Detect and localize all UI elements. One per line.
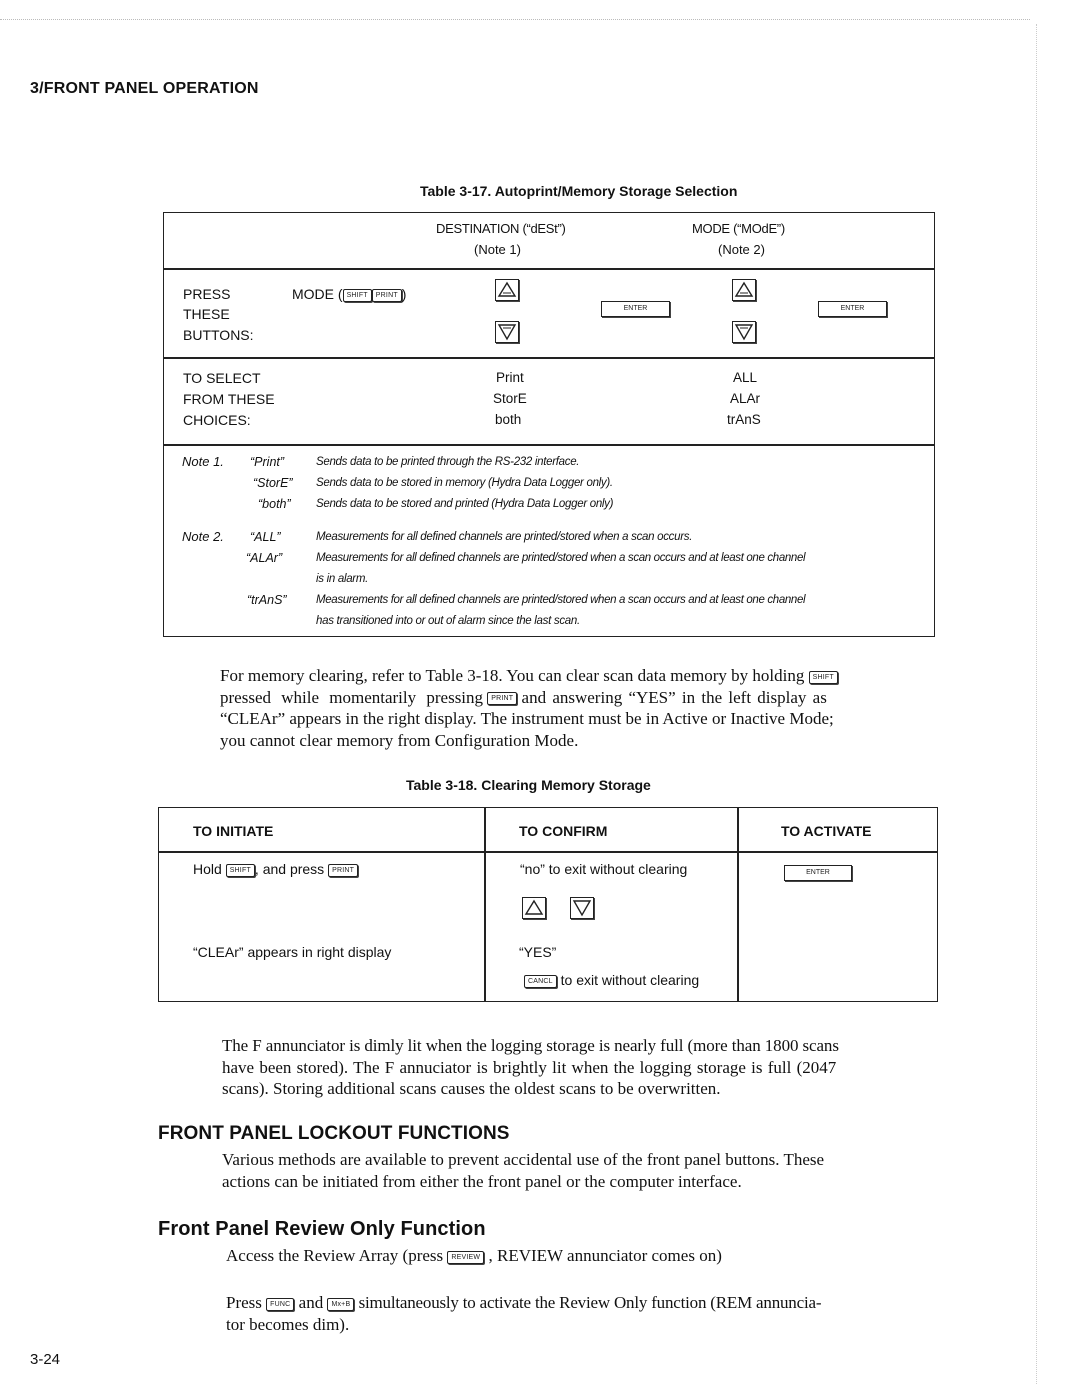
- select-label-1: TO SELECT: [183, 370, 261, 386]
- note2-desc-trans: Measurements for all defined channels are printed/stored when a scan occurs and at least one channel: [316, 594, 806, 606]
- down-arrow-icon: [496, 322, 518, 342]
- shift-key[interactable]: SHIFT: [809, 671, 838, 684]
- note1-desc-both: Sends data to be stored and printed (Hydra Data Logger only): [316, 498, 614, 510]
- note2-desc-alar-cont: is in alarm.: [316, 573, 368, 585]
- print-key[interactable]: PRINT: [328, 864, 358, 877]
- cancel-key[interactable]: CANCL: [524, 975, 557, 988]
- note2-term-trans: “trAnS”: [247, 593, 287, 607]
- review-line1b: , REVIEW annunciator comes on): [488, 1246, 722, 1265]
- hold-text: Hold: [193, 861, 222, 877]
- para1-line2a: pressed while momentarily pressing: [220, 687, 484, 707]
- dest-enter-key[interactable]: ENTER: [601, 301, 670, 317]
- note1-desc-store: Sends data to be stored in memory (Hydra Data Logger only).: [316, 477, 613, 489]
- dest-choice-3: both: [495, 412, 522, 427]
- note2-desc-trans-cont: has transitioned into or out of alarm since the last scan.: [316, 615, 580, 627]
- up-arrow-icon: [733, 280, 755, 300]
- table18-caption: Table 3-18. Clearing Memory Storage: [406, 777, 651, 793]
- dest-down-arrow-key[interactable]: [495, 321, 519, 343]
- table17-col-mode-note: (Note 2): [718, 242, 765, 257]
- note1-term-print: “Print”: [250, 455, 285, 469]
- press-label-2: THESE: [183, 306, 230, 322]
- up-arrow-icon: [523, 898, 545, 918]
- table18-header-rule: [158, 851, 938, 853]
- lockout-line1: Various methods are available to prevent accidental use of the front panel buttons. These: [222, 1150, 825, 1169]
- table17-caption: Table 3-17. Autoprint/Memory Storage Selection: [420, 183, 738, 199]
- para1-line2b: and answering “YES” in the left display as: [521, 687, 827, 707]
- note1-term-store: “StorE”: [253, 476, 293, 490]
- table17-col-destination-note: (Note 1): [474, 242, 521, 257]
- shift-key[interactable]: SHIFT: [343, 289, 372, 302]
- table17-rule-2: [163, 357, 935, 359]
- lockout-paragraph: [222, 1149, 938, 1192]
- top-dotted-rule: [0, 19, 1030, 20]
- note2-desc-all: Measurements for all defined channels are printed/stored when a scan occurs.: [316, 531, 693, 543]
- mode-close: ): [401, 286, 407, 302]
- review-activate-paragraph: [226, 1292, 942, 1335]
- mode-choice-3: trAnS: [727, 412, 761, 427]
- table18-header-activate: TO ACTIVATE: [781, 823, 872, 839]
- lockout-section-title: FRONT PANEL LOCKOUT FUNCTIONS: [158, 1123, 510, 1144]
- press-label-1: PRESS: [183, 286, 231, 302]
- table18-header-initiate: TO INITIATE: [193, 823, 274, 839]
- down-arrow-icon: [733, 322, 755, 342]
- para1-line4: you cannot clear memory from Configuration Mode.: [220, 730, 579, 750]
- table18-col-rule-2: [737, 807, 739, 1002]
- mode-choice-2: ALAr: [730, 391, 761, 406]
- lockout-line2: actions can be initiated from either the front panel or the computer interface.: [222, 1171, 742, 1191]
- para2-line2: have been stored). The F annuciator is brightly lit when the logging storage is full (2047: [222, 1057, 837, 1077]
- hold-instruction: [193, 861, 358, 877]
- review-section-title: Front Panel Review Only Function: [158, 1218, 486, 1240]
- cancel-exit-text: to exit without clearing: [560, 972, 700, 988]
- dest-choice-1: Print: [496, 370, 524, 385]
- review-line2b: and: [298, 1293, 324, 1312]
- select-label-2: FROM THESE: [183, 391, 275, 407]
- note2-term-alar: “ALAr”: [246, 551, 283, 565]
- mode-down-arrow-key[interactable]: [732, 321, 756, 343]
- mode-label: MODE (: [292, 286, 343, 302]
- mxb-key[interactable]: Mx+B: [327, 1298, 354, 1311]
- up-arrow-icon: [496, 280, 518, 300]
- select-label-3: CHOICES:: [183, 412, 251, 428]
- para1-line1: For memory clearing, refer to Table 3-18. You can clear scan data memory by holding: [220, 666, 805, 685]
- press-label-3: BUTTONS:: [183, 327, 254, 343]
- mode-up-arrow-key[interactable]: [732, 279, 756, 301]
- note2-desc-alar: Measurements for all defined channels are printed/stored when a scan occurs and at least one channel: [316, 552, 806, 564]
- table17: [163, 212, 935, 637]
- clear-appears-text: “CLEAr” appears in right display: [193, 944, 392, 960]
- review-key[interactable]: REVIEW: [447, 1251, 484, 1264]
- note1-label: Note 1.: [182, 454, 224, 469]
- para2-line3: scans). Storing additional scans causes the oldest scans to be overwritten.: [222, 1079, 721, 1098]
- table17-rule-1: [163, 268, 935, 270]
- memory-clearing-paragraph: [220, 665, 936, 751]
- dest-up-arrow-key[interactable]: [495, 279, 519, 301]
- mode-key-combo: [292, 284, 406, 304]
- confirm-down-arrow-key[interactable]: [570, 897, 594, 919]
- table17-rule-3: [163, 444, 935, 446]
- review-line2c: simultaneously to activate the Review Only function (REM annuncia-: [358, 1293, 822, 1312]
- and-press-text: , and press: [254, 861, 325, 877]
- dest-choice-2: StorE: [493, 391, 527, 406]
- confirm-up-arrow-key[interactable]: [522, 897, 546, 919]
- cancel-instruction: [524, 972, 699, 988]
- right-margin-rule: [1036, 24, 1037, 1384]
- table17-col-destination: DESTINATION (“dESt”): [436, 221, 566, 236]
- note1-desc-print: Sends data to be printed through the RS-232 interface.: [316, 456, 580, 468]
- down-arrow-icon: [571, 898, 593, 918]
- table17-col-mode: MODE (“MOdE”): [692, 221, 785, 236]
- para1-line3: “CLEAr” appears in the right display. The instrument must be in Active or Inactive Mode;: [220, 709, 834, 728]
- activate-enter-key[interactable]: ENTER: [784, 865, 852, 881]
- func-key[interactable]: FUNC: [266, 1298, 294, 1311]
- para2-line1: The F annunciator is dimly lit when the logging storage is nearly full (more than 1800 scans: [222, 1036, 839, 1055]
- page-number: 3-24: [30, 1351, 61, 1368]
- shift-key[interactable]: SHIFT: [226, 864, 255, 877]
- annunciator-paragraph: [222, 1035, 938, 1100]
- review-line1a: Access the Review Array (press: [226, 1246, 444, 1265]
- review-line2a: Press: [226, 1293, 262, 1312]
- mode-choice-1: ALL: [733, 370, 758, 385]
- print-key[interactable]: PRINT: [372, 289, 402, 302]
- note2-term-all: “ALL”: [250, 530, 281, 544]
- review-access-line: [226, 1245, 722, 1267]
- table18-col-rule-1: [484, 807, 486, 1002]
- note1-term-both: “both”: [258, 497, 291, 511]
- section-header: 3/FRONT PANEL OPERATION: [30, 80, 259, 97]
- table18-header-confirm: TO CONFIRM: [519, 823, 608, 839]
- review-line3: tor becomes dim).: [226, 1314, 350, 1334]
- yes-text: “YES”: [519, 944, 557, 960]
- note2-label: Note 2.: [182, 529, 224, 544]
- print-key[interactable]: PRINT: [487, 692, 517, 705]
- no-exit-text: “no” to exit without clearing: [520, 861, 688, 877]
- mode-enter-key[interactable]: ENTER: [818, 301, 887, 317]
